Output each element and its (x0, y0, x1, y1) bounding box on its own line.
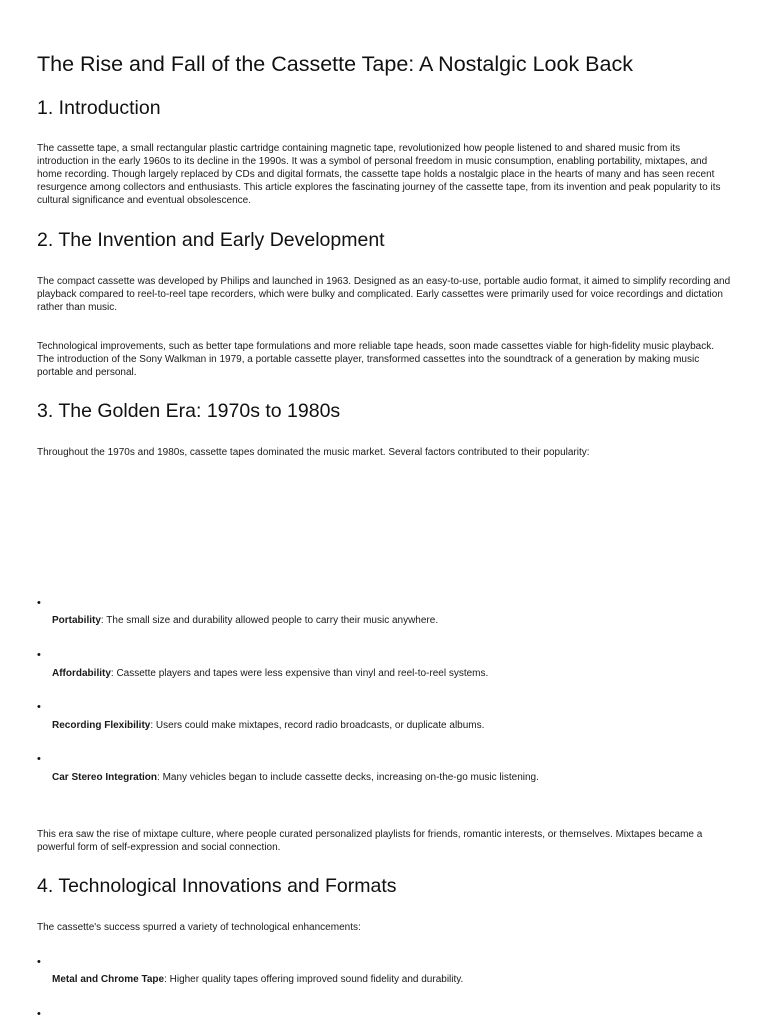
article-title: The Rise and Fall of the Cassette Tape: A Nostalgic Look Back (37, 52, 633, 76)
list-item-text: : Higher quality tapes offering improved sound fidelity and durability. (164, 974, 464, 985)
section-heading-golden-era: 3. The Golden Era: 1970s to 1980s (37, 400, 341, 422)
list-item-text: : Cassette players and tapes were less expensive than vinyl and reel-to-reel systems. (110, 668, 489, 679)
list-item-term: Metal and Chrome Tape (52, 974, 165, 985)
golden-era-closing-paragraph: This era saw the rise of mixtape culture, where people curated personalized playlists for friends, romantic interests, or themselves. Mixtapes became a powerful form of self-expression and social connection. (37, 829, 703, 853)
invention-paragraph-1: The compact cassette was developed by Philips and launched in 1963. Designed as an easy-to-use, portable audio format, it aimed to simplify recording and playback compared to reel-to-reel tape recorders, which were bulky and complicated. Early cassettes were primarily used for voice recordings and dictation rather than music. (37, 276, 731, 313)
list-item (52, 719, 732, 732)
list-item (52, 771, 732, 784)
list-bullet: • (37, 1008, 41, 1020)
list-item (52, 614, 732, 627)
list-item-term: Affordability (52, 668, 111, 679)
golden-era-intro-paragraph: Throughout the 1970s and 1980s, cassette tapes dominated the music market. Several factors contributed to their popularity: (37, 447, 590, 458)
list-item-text: : The small size and durability allowed people to carry their music anywhere. (100, 615, 439, 626)
list-item-term: Recording Flexibility (52, 720, 151, 731)
introduction-paragraph: The cassette tape, a small rectangular plastic cartridge containing magnetic tape, revolutionized how people listened to and shared music from its introduction in the early 1960s to its decline in the 1990s. It was a symbol of personal freedom in music consumption, enabling portability, mixtapes, and home recording. Though largely replaced by CDs and digital formats, the cassette tape holds a nostalgic place in the hearts of many and has seen recent resurgence among collectors and enthusiasts. This article explores the fascinating journey of the cassette tape, from its invention and peak popularity to its cultural significance and eventual obsolescence. (37, 143, 721, 206)
list-bullet: • (37, 956, 41, 968)
list-item (52, 667, 732, 680)
list-item-text: : Many vehicles began to include cassette decks, increasing on-the-go music listening. (157, 772, 539, 783)
section-heading-introduction: 1. Introduction (37, 97, 161, 119)
list-item-term: Car Stereo Integration (52, 772, 158, 783)
section-heading-technological-innovations: 4. Technological Innovations and Formats (37, 875, 397, 897)
section-heading-invention: 2. The Invention and Early Development (37, 229, 385, 251)
list-bullet: • (37, 701, 41, 713)
invention-paragraph-2: Technological improvements, such as better tape formulations and more reliable tape heads, soon made cassettes viable for high-fidelity music playback. The introduction of the Sony Walkman in 1979, a portable cassette player, transformed cassettes into the soundtrack of a generation by making music portable and personal. (37, 341, 715, 378)
list-item-text: : Users could make mixtapes, record radio broadcasts, or duplicate albums. (150, 720, 485, 731)
list-bullet: • (37, 597, 41, 609)
list-bullet: • (37, 649, 41, 661)
list-item-term: Portability (52, 615, 101, 626)
list-bullet: • (37, 753, 41, 765)
list-item (52, 973, 732, 986)
technological-intro-paragraph: The cassette's success spurred a variety of technological enhancements: (37, 922, 361, 933)
